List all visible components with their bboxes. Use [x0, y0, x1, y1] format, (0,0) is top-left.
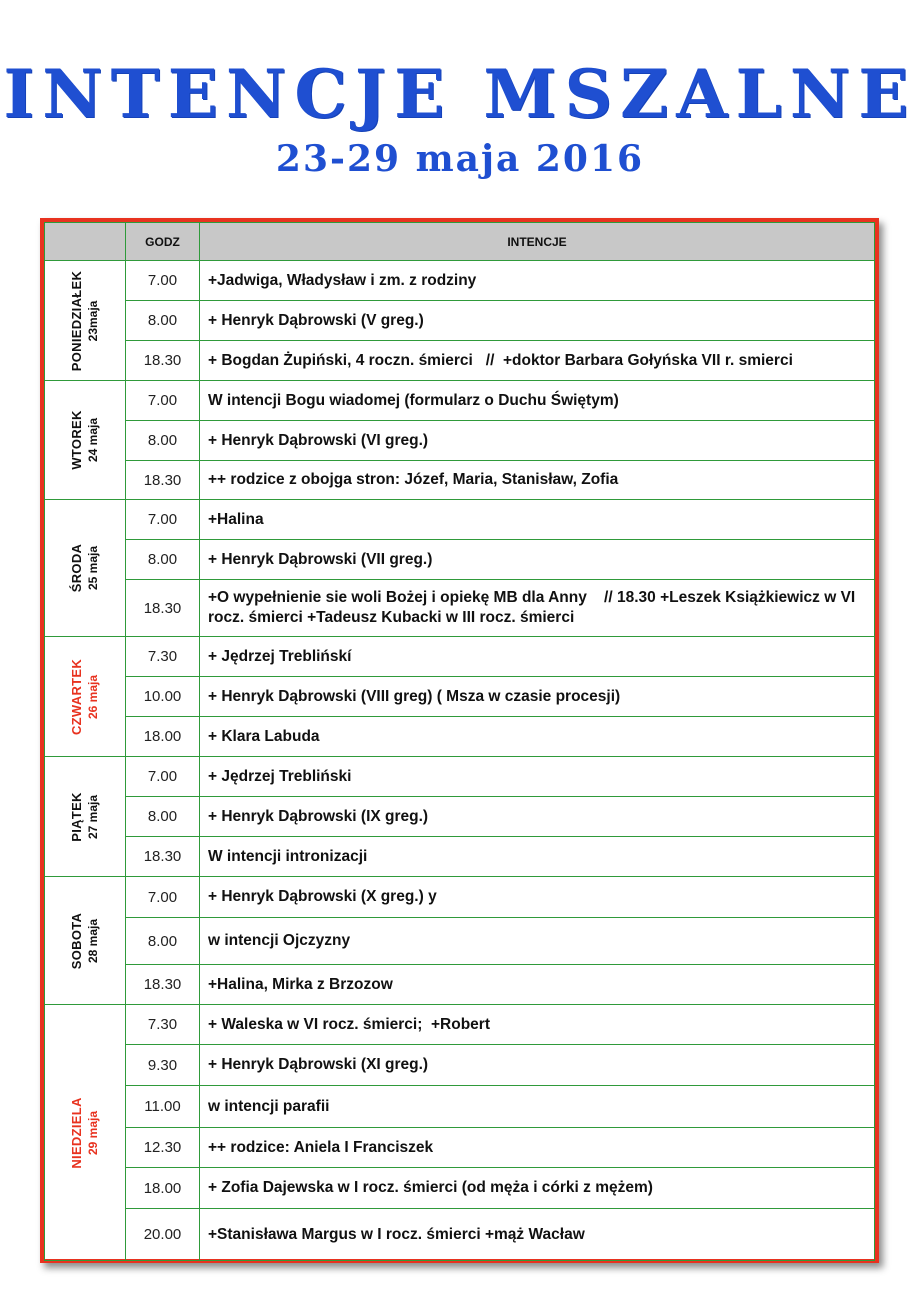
mass-time: 11.00 — [126, 1086, 200, 1128]
day-date: 26 maja — [86, 674, 100, 719]
day-cell — [45, 637, 126, 757]
table-row — [45, 301, 875, 341]
mass-intention: w intencji Ojczyzny — [200, 918, 875, 965]
day-cell — [45, 261, 126, 381]
mass-time: 8.00 — [126, 421, 200, 461]
day-name: CZWARTEK — [69, 658, 84, 735]
mass-time: 7.00 — [126, 877, 200, 918]
mass-intention: +O wypełnienie sie woli Bożej i opiekę MB dla Anny // 18.30 +Leszek Książkiewicz w VI rocz. śmierci +Tadeusz Kubacki w III rocz. śmierci — [200, 580, 875, 637]
mass-time: 8.00 — [126, 797, 200, 837]
day-label — [69, 1097, 101, 1168]
mass-intention: + Zofia Dajewska w I rocz. śmierci (od męża i córki z mężem) — [200, 1168, 875, 1209]
mass-time: 18.30 — [126, 837, 200, 877]
table-row — [45, 540, 875, 580]
day-date: 27 maja — [86, 794, 100, 839]
mass-intention: + Henryk Dąbrowski (XI greg.) — [200, 1045, 875, 1086]
mass-time: 7.00 — [126, 500, 200, 540]
day-date: 23maja — [86, 300, 100, 341]
table-row — [45, 717, 875, 757]
day-date: 28 maja — [86, 918, 100, 963]
day-label — [69, 912, 101, 968]
mass-time: 18.30 — [126, 965, 200, 1005]
mass-intention: +Stanisława Margus w I rocz. śmierci +mąż Wacław — [200, 1209, 875, 1261]
mass-intention: ++ rodzice z obojga stron: Józef, Maria, Stanisław, Zofia — [200, 461, 875, 500]
mass-time: 7.00 — [126, 261, 200, 301]
mass-time: 7.30 — [126, 1005, 200, 1045]
table-header-row — [45, 223, 875, 261]
table-row — [45, 1128, 875, 1168]
mass-intention: + Henryk Dąbrowski (X greg.) y — [200, 877, 875, 918]
mass-time: 7.00 — [126, 381, 200, 421]
mass-intention: + Bogdan Żupiński, 4 roczn. śmierci // +doktor Barbara Gołyńska VII r. smierci — [200, 341, 875, 381]
day-cell — [45, 381, 126, 500]
day-label — [69, 410, 101, 469]
day-cell — [45, 757, 126, 877]
mass-intention: + Waleska w VI rocz. śmierci; +Robert — [200, 1005, 875, 1045]
mass-intention: +Halina, Mirka z Brzozow — [200, 965, 875, 1005]
table-row — [45, 1168, 875, 1209]
mass-intention: W intencji intronizacji — [200, 837, 875, 877]
mass-time: 9.30 — [126, 1045, 200, 1086]
mass-intention: W intencji Bogu wiadomej (formularz o Duchu Świętym) — [200, 381, 875, 421]
mass-time: 18.30 — [126, 341, 200, 381]
day-name: PIĄTEK — [69, 791, 84, 842]
day-label — [69, 544, 101, 592]
day-cell — [45, 1005, 126, 1261]
mass-time: 20.00 — [126, 1209, 200, 1261]
mass-time: 7.30 — [126, 637, 200, 677]
mass-intention: + Henryk Dąbrowski (V greg.) — [200, 301, 875, 341]
table-row — [45, 877, 875, 918]
table-row — [45, 580, 875, 637]
mass-intention: + Henryk Dąbrowski (VII greg.) — [200, 540, 875, 580]
mass-intention: + Jędrzej Treblińskí — [200, 637, 875, 677]
page-subtitle: 23-29 maja 2016 — [275, 138, 645, 180]
mass-intention: w intencji parafii — [200, 1086, 875, 1128]
mass-time: 8.00 — [126, 301, 200, 341]
table-row — [45, 1045, 875, 1086]
day-name: PONIEDZIAŁEK — [69, 270, 84, 371]
mass-intention: +Jadwiga, Władysław i zm. z rodziny — [200, 261, 875, 301]
mass-intention: +Halina — [200, 500, 875, 540]
mass-intention: + Jędrzej Trebliński — [200, 757, 875, 797]
page-title: INTENCJE MSZALNE — [3, 55, 917, 133]
table-row — [45, 1209, 875, 1261]
day-date: 25 maja — [86, 545, 100, 591]
mass-time: 18.00 — [126, 1168, 200, 1209]
day-cell — [45, 500, 126, 637]
mass-intention: + Henryk Dąbrowski (VIII greg) ( Msza w czasie procesji) — [200, 677, 875, 717]
table-row — [45, 381, 875, 421]
table-row — [45, 918, 875, 965]
table-row — [45, 421, 875, 461]
table-row — [45, 1005, 875, 1045]
day-label — [69, 658, 101, 734]
mass-intention: + Henryk Dąbrowski (IX greg.) — [200, 797, 875, 837]
mass-intention: + Klara Labuda — [200, 717, 875, 757]
mass-time: 10.00 — [126, 677, 200, 717]
day-name: WTOREK — [69, 410, 84, 470]
header-godz: GODZ — [126, 223, 200, 261]
mass-intention: ++ rodzice: Aniela I Franciszek — [200, 1128, 875, 1168]
mass-time: 8.00 — [126, 540, 200, 580]
day-name: SOBOTA — [69, 912, 84, 969]
table-body — [45, 261, 875, 1261]
table-row — [45, 500, 875, 540]
mass-time: 7.00 — [126, 757, 200, 797]
mass-time: 18.00 — [126, 717, 200, 757]
table-row — [45, 637, 875, 677]
table-row — [45, 837, 875, 877]
table-row — [45, 341, 875, 381]
day-date: 24 maja — [86, 417, 100, 463]
day-date: 29 maja — [86, 1110, 100, 1155]
table-row — [45, 757, 875, 797]
table-row — [45, 965, 875, 1005]
intentions-table — [44, 222, 875, 1261]
table-row — [45, 461, 875, 500]
mass-time: 18.30 — [126, 580, 200, 637]
day-label — [69, 270, 101, 370]
day-cell — [45, 877, 126, 1005]
table-row — [45, 1086, 875, 1128]
day-name: NIEDZIELA — [69, 1096, 84, 1169]
day-label — [69, 792, 101, 841]
header-intencje: INTENCJE — [200, 223, 875, 261]
table-row — [45, 261, 875, 301]
schedule-frame — [40, 218, 879, 1263]
header-day-cell — [45, 223, 126, 261]
mass-intention: + Henryk Dąbrowski (VI greg.) — [200, 421, 875, 461]
mass-time: 8.00 — [126, 918, 200, 965]
table-row — [45, 677, 875, 717]
mass-time: 12.30 — [126, 1128, 200, 1168]
day-name: ŚRODA — [69, 543, 84, 593]
mass-time: 18.30 — [126, 461, 200, 500]
table-row — [45, 797, 875, 837]
